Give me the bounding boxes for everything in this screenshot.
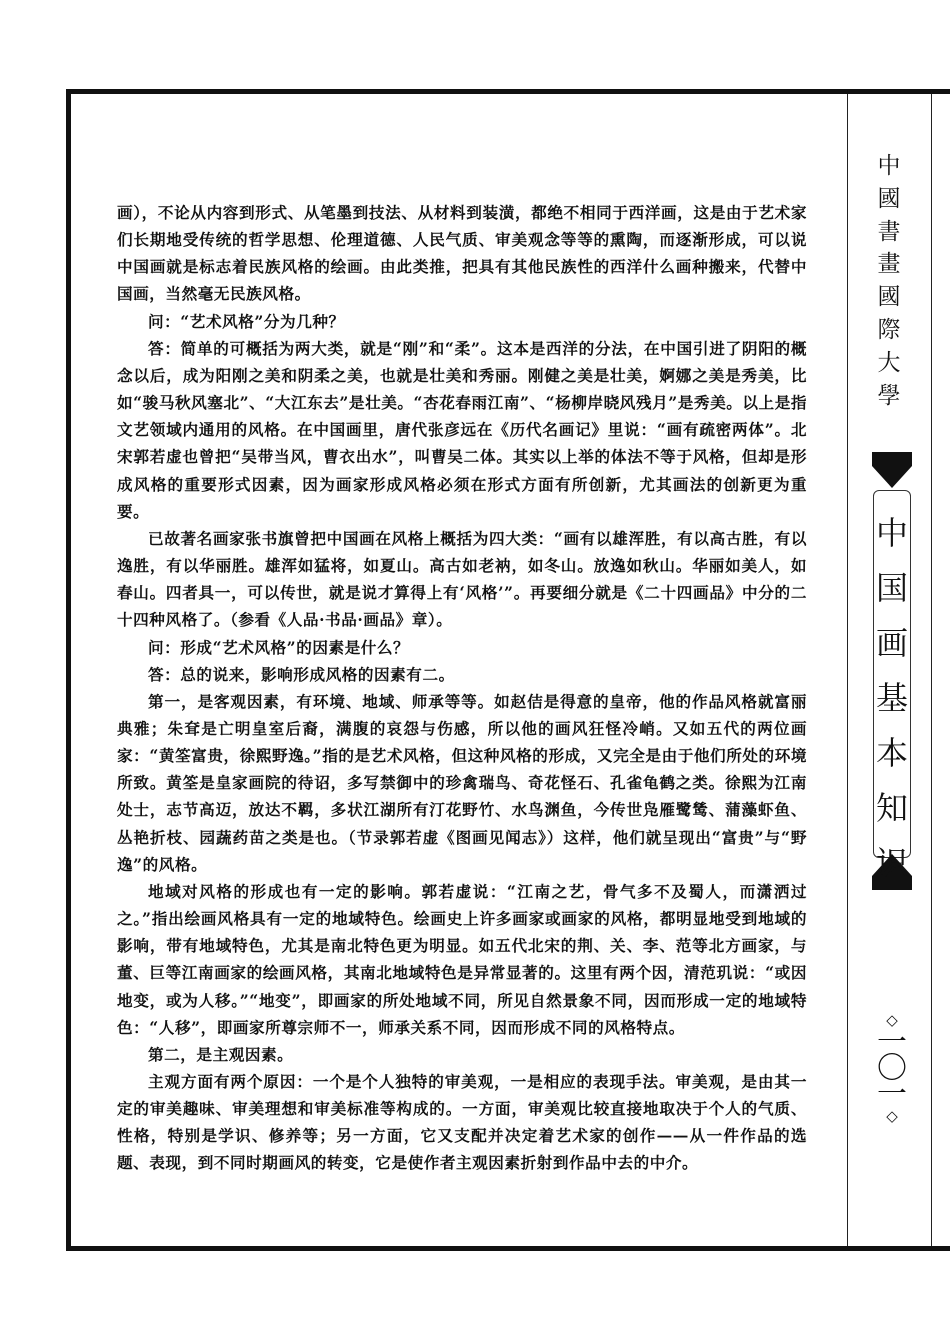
body-text [117,199,807,1177]
page-number-digit: 一 [877,1077,907,1112]
title-ornament-chevron-top [872,466,912,488]
paragraph: 地域对风格的形成也有一定的影响。郭若虚说：“江南之艺，骨气多不及蜀人，而潇洒过之。”指出绘画风格具有一定的地域特色。绘画史上许多画家或画家的风格，都明显地受到地域的影响，带有地域特色，尤其是南北特色更为明显。如五代北宋的荆、关、李、范等北方画家，与董、巨等江南画家的绘画风格，其南北地域特色是异常显著的。这里有两个因，清范玑说：“或因地变，或为人移。”“地变”，即画家的所处地域不同，所见自然景象不同，因而形成一定的地域特色：“人移”，即画家所尊宗师不一，师承关系不同，因而形成不同的风格特点。 [117,881,807,1037]
sidebar-divider-left [847,94,848,1246]
institution-char: 際 [877,316,901,343]
institution-char: 書 [877,218,901,245]
page-frame-top [66,89,950,94]
title-char: 画 [875,624,908,662]
institution-char: 學 [877,382,901,409]
page-number-digit: 一 [877,1025,907,1060]
diamond-icon: ◇ [886,1011,898,1029]
paragraph: 画），不论从内容到形式、从笔墨到技法、从材料到装潢，都绝不相同于西洋画，这是由于艺术家们长期地受传统的哲学思想、伦理道德、人民气质、审美观念等等的熏陶，而逐渐形成，可以说中国画就是标志着民族风格的绘画。由此类推，把具有其他民族性的西洋什么画种搬来，代替中国画，当然毫无民族风格。 [117,203,807,304]
paragraph: 问：“艺术风格”分为几种？ [148,311,345,331]
book-title-vertical [862,506,922,891]
page-frame-bottom [66,1246,950,1251]
paragraph: 主观方面有两个原因：一个是个人独特的审美观，一是相应的表现手法。审美观，是由其一定的审美趣味、审美理想和审美标准等构成的。一方面，审美观比较直接地取决于个人的气质、性格，特别是学识、修养等；另一方面，它又支配并决定着艺术家的创作——从一件作品的选题、表现，到不同时期画风的转变，它是使作者主观因素折射到作品中去的中介。 [117,1072,807,1173]
institution-name-vertical [861,150,917,412]
paragraph: 第一，是客观因素，有环境、地域、师承等等。如赵佶是得意的皇帝，他的作品风格就富丽典雅；朱耷是亡明皇室后裔，满腹的哀怨与伤感，所以他的画风狂怪冷峭。又如五代的两位画家：“黄筌富贵，徐熙野逸。”指的是艺术风格，但这种风格的形成，又完全是由于他们所处的环境所致。黄筌是皇家画院的待诏，多写禁御中的珍禽瑞鸟、奇花怪石、孔雀龟鹤之类。徐熙为江南处士，志节高迈，放达不羁，多状江湖所有汀花野竹、水鸟渊鱼，今传世凫雁鹭鸶、蒲藻虾鱼、丛艳折枝、园蔬药苗之类是也。（节录郭若虚《图画见闻志》）这样，他们就呈现出“富贵”与“野逸”的风格。 [117,691,807,874]
institution-char: 國 [877,284,901,311]
title-char: 中 [875,514,908,552]
paragraph: 第二，是主观因素。 [148,1044,294,1064]
title-ornament-bar-top [872,452,912,466]
paragraph: 已故著名画家张书旗曾把中国画在风格上概括为四大类：“画有以雄浑胜，有以高古胜，有以逸胜，有以华丽胜。雄浑如猛将，如夏山。高古如老衲，如冬山。放逸如秋山。华丽如美人，如春山。四者具一，可以传世，就是说才算得上有‘风格’”。再要细分就是《二十四画品》中分的二十四种风格了。（参看《人品·书品·画品》章）。 [117,528,807,630]
page-number-digit: 〇 [877,1051,907,1086]
institution-char: 大 [877,349,901,376]
paragraph: 答：简单的可概括为两大类，就是“刚”和“柔”。这本是西洋的分法，在中国引进了阴阳的概念以后，成为阳刚之美和阴柔之美，也就是壮美和秀丽。刚健之美是壮美，婀娜之美是秀美，比如“骏马秋风塞北”、“大江东去”是壮美。“杏花春雨江南”、“杨柳岸晓风残月”是秀美。以上是指文艺领域内通用的风格。在中国画里，唐代张彦远在《历代名画记》里说：“画有疏密两体”。北宋郭若虚也曾把“吴带当风，曹衣出水”，叫曹吴二体。其实以上举的体法不等于风格，但却是形成风格的重要形式因素，因为画家形成风格必须在形式方面有所创新，尤其画法的创新更为重要。 [117,338,807,521]
paragraph: 问：形成“艺术风格”的因素是什么？ [148,637,410,657]
title-char: 识 [875,844,908,882]
institution-char: 國 [877,185,901,212]
diamond-icon: ◇ [886,1107,898,1125]
page-number [868,1025,916,1112]
title-char: 知 [875,789,908,827]
institution-char: 中 [877,153,901,179]
title-char: 本 [875,734,908,772]
title-char: 国 [875,569,908,607]
page-frame-left [66,89,71,1250]
paragraph: 答：总的说来，影响形成风格的因素有二。 [148,664,455,684]
sidebar-divider-right [931,94,932,1246]
institution-char: 畫 [877,251,901,278]
title-char: 基 [875,679,908,717]
